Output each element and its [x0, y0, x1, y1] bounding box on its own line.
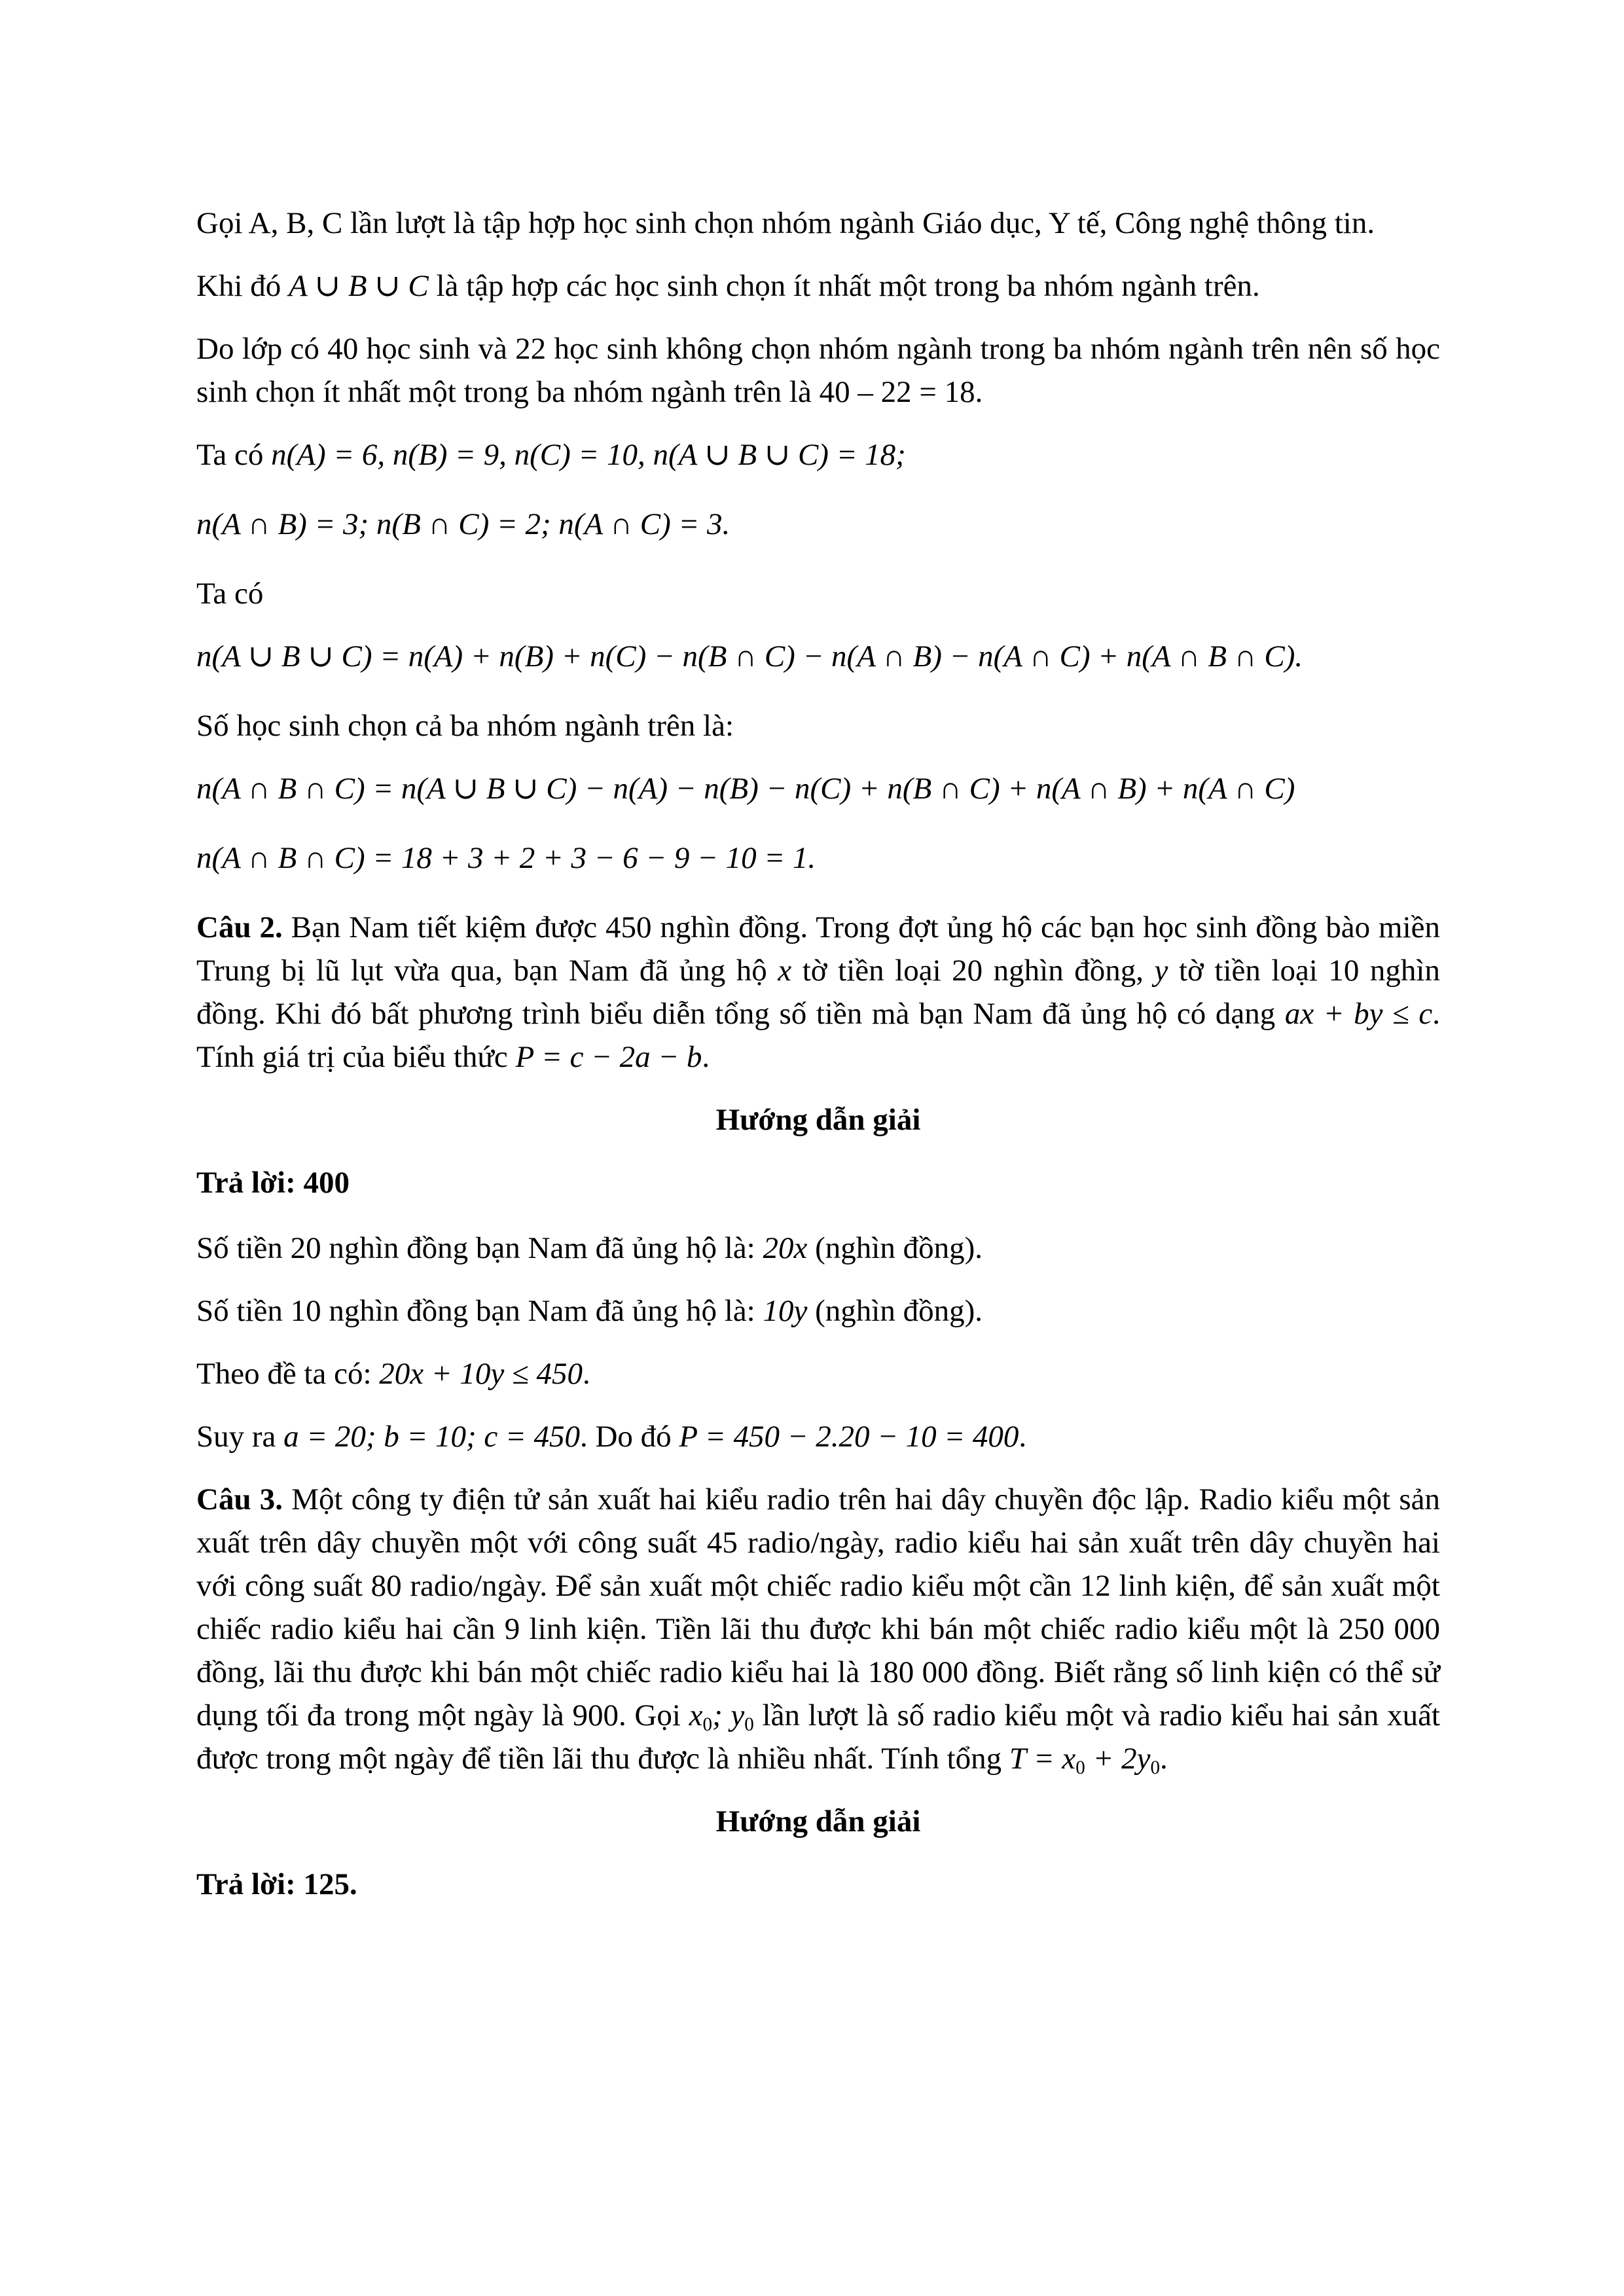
- math-run: T = x: [1009, 1742, 1076, 1776]
- text-run: Trả lời: 125.: [196, 1867, 357, 1901]
- math-run: P = 450 − 2.20 − 10 = 400: [679, 1420, 1019, 1454]
- answer-q3: [196, 1863, 1440, 1906]
- math-run: n(A ∩ B) = 3; n(B ∩ C) = 2; n(A ∩ C) = 3.: [196, 507, 731, 541]
- text-run: (nghìn đồng).: [807, 1231, 983, 1265]
- paragraph-q2-step-4: [196, 1415, 1440, 1458]
- text-run: Ta có: [196, 438, 272, 472]
- text-run: .: [583, 1357, 590, 1391]
- math-run: ; y: [712, 1698, 745, 1732]
- formula-triple-intersection-value: [196, 836, 1440, 880]
- math-run: x: [778, 954, 792, 988]
- text-run: .: [702, 1040, 710, 1074]
- text-run: Gọi A, B, C lần lượt là tập hợp học sinh chọn nhóm ngành Giáo dục, Y tế, Công nghệ thông tin.: [196, 206, 1375, 240]
- text-run: (nghìn đồng).: [807, 1294, 983, 1328]
- text-run: Ta có: [196, 577, 264, 611]
- math-run: n(A ∩ B ∩ C) = 18 + 3 + 2 + 3 − 6 − 9 − 10 = 1.: [196, 841, 816, 875]
- math-run: n(A ∩ B ∩ C) = n(A ∪ B ∪ C) − n(A) − n(B) − n(C) + n(B ∩ C) + n(A ∩ B) + n(A ∩ C): [196, 772, 1295, 806]
- math-run: P = c − 2a − b: [515, 1040, 702, 1074]
- math-run: A ∪ B ∪ C: [289, 269, 429, 303]
- text-run: Hướng dẫn giải: [715, 1804, 921, 1839]
- text-run: tờ tiền loại 20 nghìn đồng,: [791, 954, 1155, 988]
- math-run: ax + by ≤ c: [1284, 997, 1433, 1031]
- math-run: y: [1154, 954, 1168, 988]
- math-run: a = 20; b = 10; c = 450: [283, 1420, 580, 1454]
- text-run: Do lớp có 40 học sinh và 22 học sinh không chọn nhóm ngành trong ba nhóm ngành trên nên số học sinh chọn ít nhất một trong ba nhóm ngành trên là 40 – 22 = 18.: [196, 332, 1440, 409]
- math-subscript: 0: [702, 1714, 713, 1736]
- math-subscript: 0: [1150, 1757, 1160, 1779]
- text-run: Theo đề ta có:: [196, 1357, 380, 1391]
- text-run: Suy ra: [196, 1420, 284, 1454]
- question-3-statement: [196, 1478, 1440, 1780]
- text-run: Một công ty điện tử sản xuất hai kiểu radio trên hai dây chuyền độc lập. Radio kiểu một sản xuất trên dây chuyền một với công suất 45 radio/ngày, radio kiểu hai sản xuất trên dây chuyền hai với công suất 80 radio/ngày. Để sản xuất một chiếc radio kiểu một cần 12 linh kiện, để sản xuất một chiếc radio kiểu hai cần 9 linh kiện. Tiền lãi thu được khi bán một chiếc radio kiểu một là 250 000 đồng, lãi thu được khi bán một chiếc radio kiểu hai là 180 000 đồng. Biết rằng số linh kiện có thể sử dụng tối đa trong một ngày là 900. Gọi: [196, 1482, 1440, 1732]
- paragraph-q2-step-1: [196, 1227, 1440, 1270]
- math-subscript: 0: [1075, 1757, 1085, 1779]
- paragraph-q2-step-2: [196, 1289, 1440, 1333]
- text-run: lần lượt là số radio kiểu một và radio kiểu hai sản xuất được trong một ngày để tiền lãi thu được là nhiều nhất. Tính tổng: [196, 1698, 1440, 1776]
- text-run: .: [1019, 1420, 1027, 1454]
- text-run: Số tiền 10 nghìn đồng bạn Nam đã ủng hộ là:: [196, 1294, 763, 1328]
- text-run: . Do đó: [579, 1420, 679, 1454]
- math-run: 20x + 10y ≤ 450: [379, 1357, 583, 1391]
- math-run: n(A ∪ B ∪ C) = n(A) + n(B) + n(C) − n(B ∩ C) − n(A ∩ B) − n(A ∩ C) + n(A ∩ B ∩ C).: [196, 639, 1303, 673]
- paragraph-q2-step-3: [196, 1352, 1440, 1395]
- text-run: tờ tiền loại 10 nghìn đồng. Khi đó bất phương trình biểu diễn tổng số tiền mà bạn Nam đã ủng hộ có dạng: [196, 954, 1440, 1031]
- text-run: Câu 3.: [196, 1482, 283, 1516]
- text-run: Khi đó: [196, 269, 289, 303]
- solution-heading-q3: [196, 1800, 1440, 1843]
- paragraph-set-definition: [196, 202, 1440, 245]
- text-run: Trả lời: 400: [196, 1166, 350, 1200]
- formula-inclusion-exclusion: [196, 635, 1440, 678]
- paragraph-all-three-intro: [196, 704, 1440, 747]
- math-run: + 2y: [1085, 1742, 1151, 1776]
- answer-q2: [196, 1161, 1440, 1204]
- text-run: Số tiền 20 nghìn đồng bạn Nam đã ủng hộ là:: [196, 1231, 763, 1265]
- math-run: 10y: [763, 1294, 808, 1328]
- document-content: [196, 202, 1440, 1906]
- question-2-statement: [196, 906, 1440, 1079]
- paragraph-union-meaning: [196, 264, 1440, 308]
- text-run: . Tính giá trị của biểu thức: [196, 997, 1441, 1074]
- text-run: Số học sinh chọn cả ba nhóm ngành trên là:: [196, 709, 734, 743]
- paragraph-counting: [196, 327, 1440, 414]
- formula-given-counts: [196, 433, 1440, 476]
- math-subscript: 0: [744, 1714, 754, 1736]
- paragraph-ta-co: [196, 572, 1440, 615]
- text-run: Hướng dẫn giải: [715, 1103, 921, 1137]
- formula-pairwise-intersections: [196, 503, 1440, 546]
- text-run: là tập hợp các học sinh chọn ít nhất một trong ba nhóm ngành trên.: [428, 269, 1260, 303]
- text-run: .: [1160, 1742, 1168, 1776]
- solution-heading-q2: [196, 1098, 1440, 1141]
- math-run: 20x: [763, 1231, 808, 1265]
- math-run: x: [689, 1698, 703, 1732]
- text-run: Câu 2.: [196, 910, 283, 944]
- formula-triple-intersection: [196, 767, 1440, 810]
- math-run: n(A) = 6, n(B) = 9, n(C) = 10, n(A ∪ B ∪ C) = 18;: [271, 438, 906, 472]
- text-run: Bạn Nam tiết kiệm được 450 nghìn đồng. Trong đợt ủng hộ các bạn học sinh đồng bào miền Trung bị lũ lụt vừa qua, bạn Nam đã ủng hộ: [196, 910, 1440, 988]
